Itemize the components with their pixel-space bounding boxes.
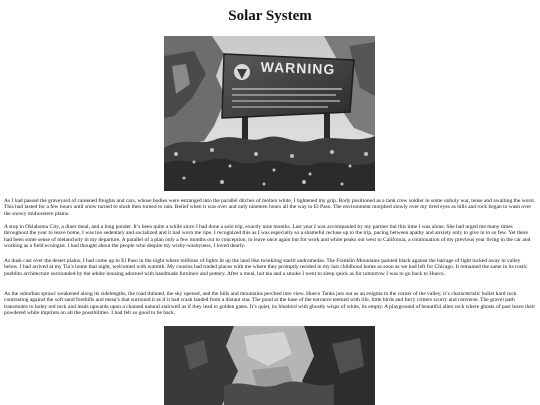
paragraph-2: A stop in Oklahoma City, a diner meal, and a long ponder. It’s been quite a while since I had done a solo trip, exactly nine months. Last year I was accompanied by my partner but this time I was alone. She had urged me many times throughout the year to leave home, I was too sedentary and socialized and it had worn me ripe. I recognized this as I was especially so a shameful recluse up to the trip, pacing between apathy and anxiety only to give in to so few. Yet there had been some sense of melancholy in my departure. A parallel of a plan only a few months out to conception, to leave once again but for work and white peaks out west in California, a continuation of my previous year living in the car and working as a field ecologist. I had thought about the people who despite my wishy-washyness, I loved dearly.: [4, 224, 531, 249]
paragraph-1: As I had passed the graveyard of careened freights and cars, whose bodies were estranged into the parallel ditches of molten white, I tightened my grip. Body positioned as a tank crew soldier in some unholy war, tense and awaiting the worst. This had lasted for a few hours until snow turned to slush then turned to rain. Relief when it was over and only nineteen hours all the way to El Paso. The environment morphed slowly over my tired eyes as hills and rock began to wash over the snowy midwestern plains.: [4, 198, 536, 217]
rock-canyon-photo: [164, 326, 375, 405]
warning-sign-text: WARNING: [260, 58, 336, 78]
page-title: Solar System: [228, 8, 312, 24]
paragraph-4: As the suburban sprawl weakened along its sidelengths, the road thinned, the sky opened, and the hills and mountains perched into view. Hueco Tanks juts out as an enigma in the corner of the valley, it’s characteristic bullet hard rock contrasting against the soft sand foothills and mesa’s that surround it as if it had crash landed from a distant star. The pond at the base of the entrance teemed with life, little birds and furry critters scurry and converse. The gravel path transmutes to holey red rock and leads upwards upon a chained natural stairwell as if they lead to golden gates. It’s quiet, its bluebird with ghostly wisps of white, its empty. A playground of beautiful alien rock where ghosts of past leave their powdered white imprints on all the possibilities. I had felt so good to be back.: [4, 291, 536, 316]
paragraph-3: As dusk cast over the desert plains, I had come up to El Paso in the night where millions of lights lit up the land like twinkling starlit andromedas. The Franklin Mountains painted black against the barrage of light tucked away in valley below. I had arrived at my Tia’s home that night, welcomed with warmth. My cousins had traded places with me where they promptly resided in my last childhood home as soon as we had left for Chicago. It remained the same in its rustic pueblito architecture surrounded by the adobe housing adorned with handmade furniture and pottery. After a meal, hot tea and a smoke I went to sleep quick as for tomorrow I was to go back to Hueco.: [4, 258, 528, 277]
warning-sign-photo: [164, 36, 375, 191]
